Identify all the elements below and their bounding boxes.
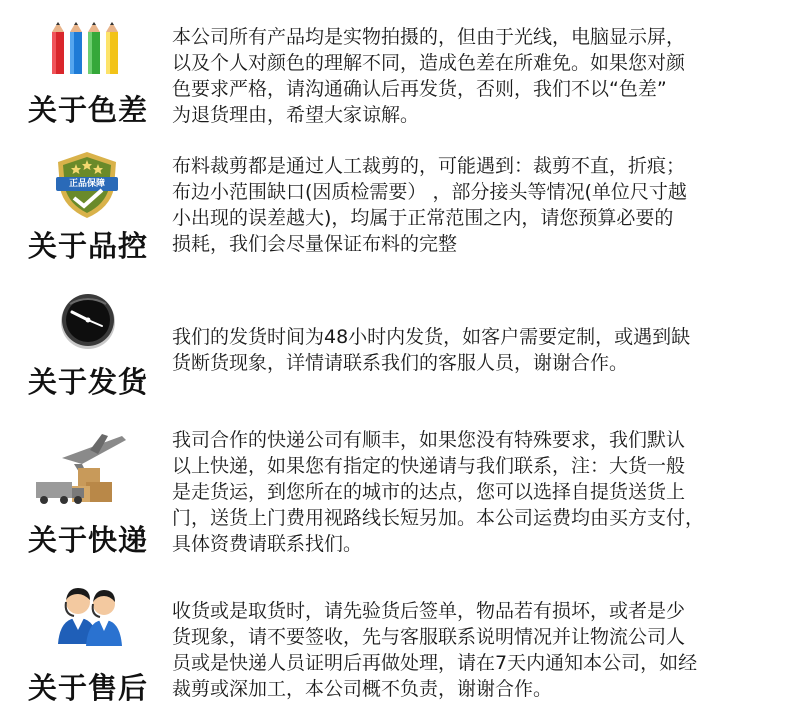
heading-after-sales: 关于售后	[28, 671, 149, 705]
section-shipping-time	[0, 280, 790, 420]
section-express	[0, 420, 790, 570]
colored-pencils-icon	[48, 22, 124, 80]
text-line: 布料裁剪都是通过人工裁剪的，可能遇到：裁剪不直，折痕；	[172, 155, 686, 177]
text-line: 损耗，我们会尽量保证布料的完整	[172, 233, 458, 255]
text-line: 员或是快递人员证明后再做处理，请在7天内通知本公司，如经	[172, 652, 698, 674]
text-line: 我们的发货时间为48小时内发货，如客户需要定制，或遇到缺	[172, 326, 691, 348]
text-line: 裁剪或深加工，本公司概不负责，谢谢合作。	[172, 678, 553, 700]
text-line: 门，送货上门费用视路线长短另加。本公司运费均由买方支付，	[172, 507, 705, 529]
heading-color-difference: 关于色差	[28, 93, 149, 127]
clock-icon	[58, 290, 118, 354]
text-line: 具体资费请联系找们。	[172, 533, 363, 555]
text-line: 货现象，请不要签收，先与客服联系说明情况并让物流公司人	[172, 626, 686, 648]
shipping-icon	[32, 430, 132, 524]
text-line: 是走货运，到您所在的城市的达点，您可以选择自提货送货上	[172, 481, 686, 503]
text-line: 货断货现象，详情请联系我们的客服人员，谢谢合作。	[172, 352, 629, 374]
text-line: 布边小范围缺口(因质检需要） ，部分接头等情况(单位尺寸越	[172, 181, 687, 203]
text-line: 本公司所有产品均是实物拍摄的，但由于光线，电脑显示屏，	[172, 26, 686, 48]
text-line: 我司合作的快递公司有顺丰，如果您没有特殊要求，我们默认	[172, 429, 686, 451]
section-after-sales	[0, 578, 790, 718]
heading-express: 关于快递	[28, 523, 149, 557]
text-line: 为退货理由，希望大家谅解。	[172, 104, 420, 126]
text-line: 收货或是取货时，请先验货后签单，物品若有损坏，或者是少	[172, 600, 686, 622]
text-line: 以及个人对颜色的理解不同，造成色差在所难免。如果您对颜	[172, 52, 686, 74]
section-color-difference	[0, 0, 790, 140]
text-line: 小出现的误差越大)，均属于正常范围之内，请您预算必要的	[172, 207, 674, 229]
quality-shield-icon	[52, 150, 122, 224]
customer-service-icon	[50, 584, 130, 652]
text-after-sales	[172, 598, 784, 702]
text-color-difference	[172, 24, 784, 128]
badge-label: 正品保障	[68, 179, 105, 189]
section-quality-control	[0, 140, 790, 280]
heading-shipping-time: 关于发货	[28, 365, 149, 399]
heading-quality-control: 关于品控	[28, 229, 149, 263]
text-shipping-time	[172, 324, 784, 376]
text-quality-control	[172, 153, 784, 257]
text-line: 色要求严格，请沟通确认后再发货，否则，我们不以“色差”	[172, 78, 667, 100]
text-line: 以上快递，如果您有指定的快递请与我们联系，注：大货一般	[172, 455, 686, 477]
text-express	[172, 427, 784, 557]
